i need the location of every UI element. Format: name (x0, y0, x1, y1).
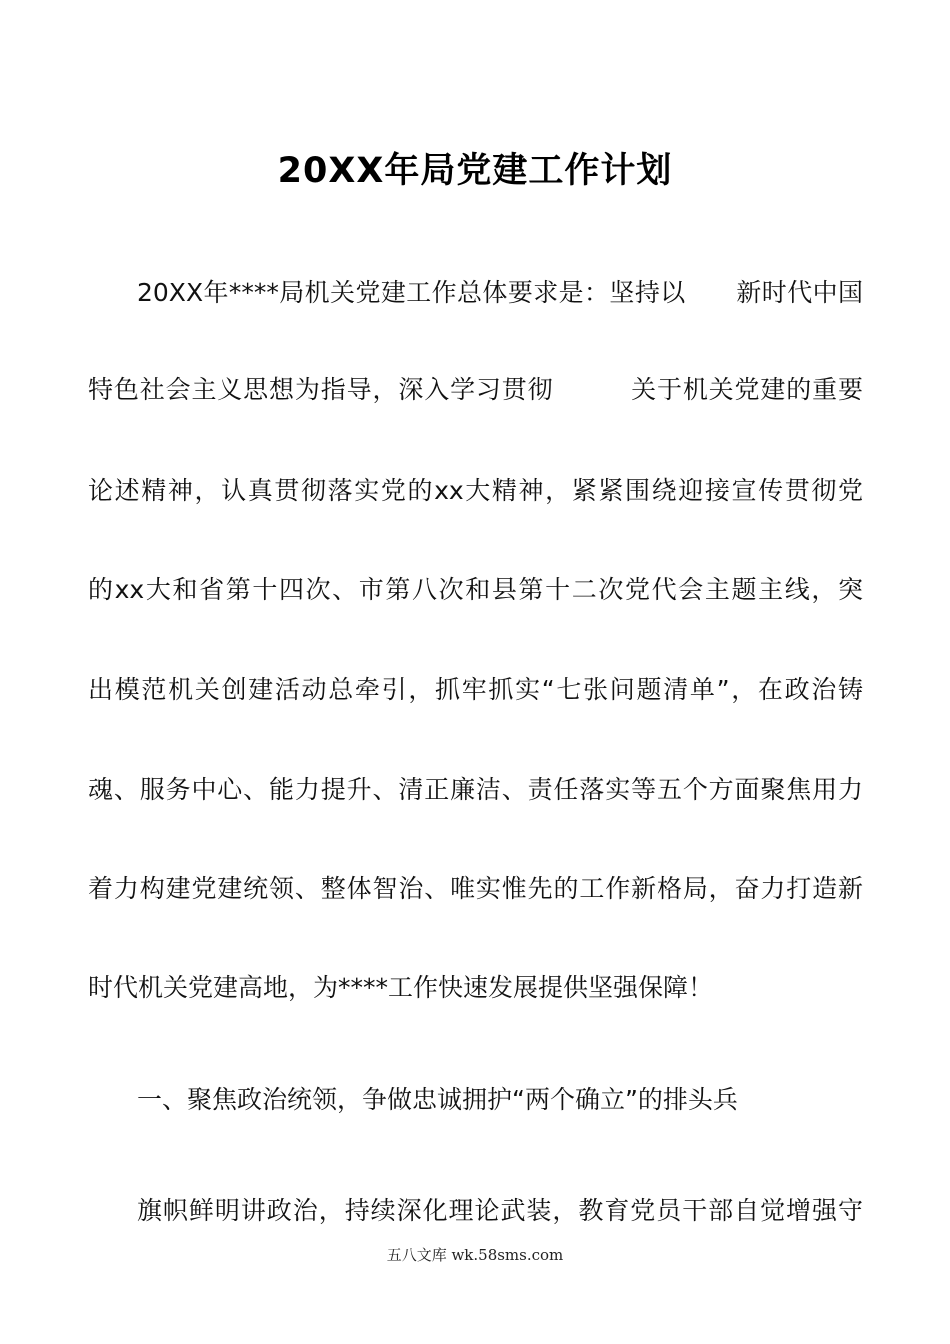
page-footer: 五八文库 wk.58sms.com (386, 1246, 564, 1264)
paragraph-line-7: 着力构建党建统领、整体智治、唯实惟先的工作新格局，奋力打造新 (88, 874, 863, 903)
paragraph-line-2: 特色社会主义思想为指导，深入学习贯彻 关于机关党建的重要 (88, 375, 863, 404)
paragraph-line-6: 魂、服务中心、能力提升、清正廉洁、责任落实等五个方面聚焦用力 (88, 775, 863, 804)
paragraph-line-8: 时代机关党建高地，为****工作快速发展提供坚强保障！ (88, 973, 714, 1002)
document-title: 20XX年局党建工作计划 (277, 151, 673, 191)
paragraph-line-5: 出模范机关创建活动总牵引，抓牢抓实“七张问题清单”，在政治铸 (88, 675, 863, 704)
section-heading-1: 一、聚焦政治统领，争做忠诚拥护“两个确立”的排头兵 (137, 1085, 738, 1114)
paragraph-line-4: 的xx大和省第十四次、市第八次和县第十二次党代会主题主线，突 (88, 575, 863, 604)
paragraph-line-10: 旗帜鲜明讲政治，持续深化理论武装，教育党员干部自觉增强守 (137, 1196, 863, 1225)
paragraph-line-1: 20XX年****局机关党建工作总体要求是：坚持以 新时代中国 (137, 278, 863, 307)
paragraph-line-3: 论述精神，认真贯彻落实党的xx大精神，紧紧围绕迎接宣传贯彻党 (88, 476, 863, 505)
